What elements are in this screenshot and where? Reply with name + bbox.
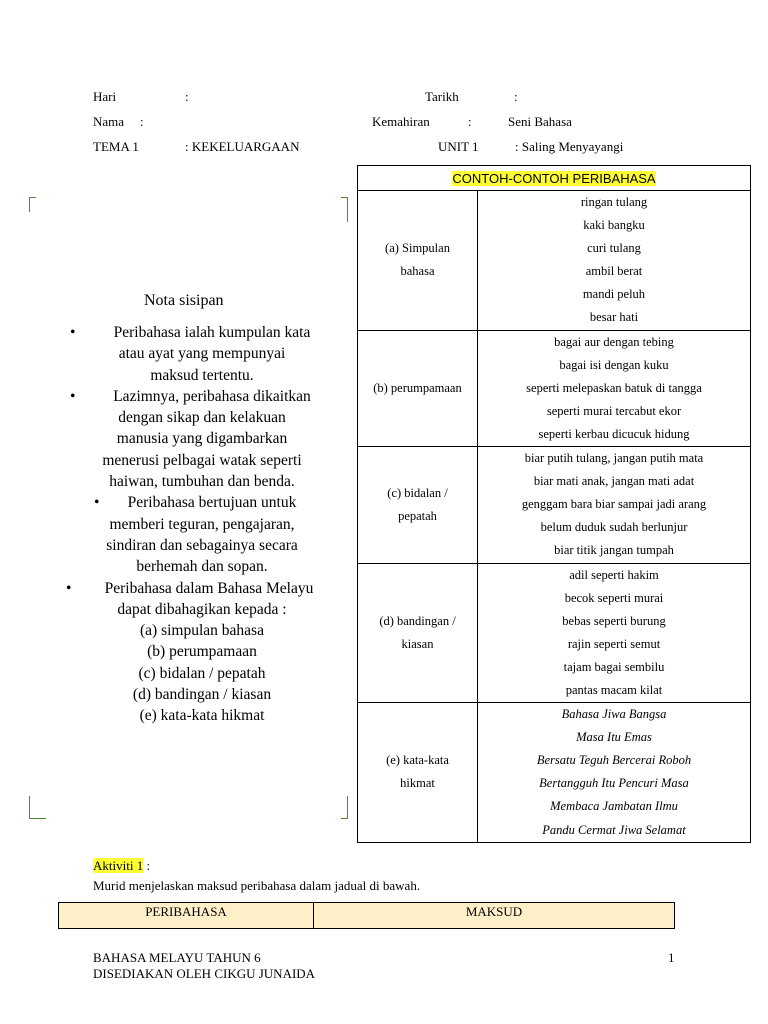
example-item: besar hati	[589, 310, 639, 325]
example-item: biar titik jangan tumpah	[554, 543, 674, 558]
hari-colon: :	[185, 89, 189, 104]
example-item: Pandu Cermat Jiwa Selamat	[542, 822, 686, 837]
category-cell	[358, 191, 478, 331]
category-cell	[358, 703, 478, 843]
page-number: 1	[668, 950, 675, 965]
nota-point-3	[66, 492, 338, 577]
activity-instruction: Murid menjelaskan maksud peribahasa dalam jadual di bawah.	[93, 878, 421, 893]
table-title-cell	[358, 166, 751, 191]
worksheet-table-header	[58, 902, 675, 929]
nota-line: berhemah dan sopan.	[136, 558, 268, 576]
tema-label: TEMA 1	[93, 139, 139, 154]
nama-colon: :	[140, 114, 144, 129]
frame-corner-top-right	[341, 197, 348, 222]
example-item: ambil berat	[585, 264, 643, 279]
category-cell	[358, 563, 478, 703]
nota-title: Nota sisipan	[144, 292, 224, 309]
maksud-column-header: MAKSUD	[465, 904, 523, 919]
example-item: kaki bangku	[583, 218, 645, 233]
tema-value: : KEKELUARGAAN	[185, 139, 300, 154]
category-label: (b) perumpamaan	[373, 380, 462, 395]
example-item: biar putih tulang, jangan putih mata	[524, 451, 704, 466]
example-item: becok seperti murai	[564, 590, 664, 605]
nama-label: Nama	[93, 114, 125, 129]
footer-subject: BAHASA MELAYU TAHUN 6	[93, 950, 261, 965]
unit-value: : Saling Menyayangi	[515, 139, 624, 154]
example-item: adil seperti hakim	[569, 567, 659, 582]
peribahasa-type: (a) simpulan bahasa	[140, 622, 264, 640]
examples-cell	[478, 563, 751, 703]
example-item: bagai aur dengan tebing	[554, 334, 674, 349]
kemahiran-label: Kemahiran	[372, 114, 430, 129]
nota-line: Lazimnya, peribahasa dikaitkan	[113, 387, 311, 405]
example-item: Bertangguh Itu Pencuri Masa	[539, 776, 689, 791]
nota-line: atau ayat yang mempunyai	[118, 345, 286, 363]
example-item: bebas seperti burung	[562, 613, 666, 628]
peribahasa-type: (b) perumpamaan	[147, 643, 257, 661]
nota-line: Peribahasa dalam Bahasa Melayu	[104, 579, 314, 597]
nota-list	[66, 322, 338, 727]
example-item: Masa Itu Emas	[576, 730, 652, 745]
category-label: (c) bidalan /	[387, 485, 448, 500]
examples-cell	[478, 447, 751, 563]
frame-corner-bottom-left	[29, 796, 46, 819]
examples-cell	[478, 191, 751, 331]
table-row	[358, 330, 751, 446]
example-item: seperti murai tercabut ekor	[546, 403, 682, 418]
example-item: genggam bara biar sampai jadi arang	[521, 497, 707, 512]
table-row	[358, 703, 751, 843]
example-item: Membaca Jambatan Ilmu	[550, 799, 678, 814]
example-item: ringan tulang	[580, 195, 648, 209]
frame-corner-bottom-right	[341, 796, 348, 819]
table-row	[358, 563, 751, 703]
unit-label: UNIT 1	[438, 139, 479, 154]
example-item: curi tulang	[587, 241, 641, 256]
kemahiran-colon: :	[468, 114, 472, 129]
category-label: pepatah	[398, 508, 437, 523]
bullet-icon: •	[94, 494, 100, 512]
nota-line: maksud tertentu.	[150, 366, 254, 384]
table-row	[358, 447, 751, 563]
hari-label: Hari	[93, 89, 117, 104]
nota-line: menerusi pelbagai watak seperti	[102, 451, 302, 469]
nota-line: Peribahasa ialah kumpulan kata	[113, 324, 311, 341]
category-label: (d) bandingan /	[379, 613, 456, 628]
bullet-icon: •	[70, 324, 76, 341]
example-item: tajam bagai sembilu	[563, 659, 665, 674]
example-item: mandi peluh	[582, 287, 646, 302]
nota-line: haiwan, tumbuhan dan benda.	[109, 473, 295, 491]
category-label: (e) kata-kata	[386, 753, 449, 768]
activity-colon: :	[146, 858, 151, 873]
bullet-icon: •	[66, 579, 72, 597]
table-row	[358, 191, 751, 331]
activity-label: Aktiviti 1	[93, 858, 144, 873]
category-cell	[358, 447, 478, 563]
category-label: hikmat	[400, 776, 435, 791]
nota-line: manusia yang digambarkan	[116, 430, 288, 448]
example-item: biar mati anak, jangan mati adat	[533, 474, 695, 489]
tarikh-label: Tarikh	[425, 89, 459, 104]
nota-point-2	[66, 386, 338, 492]
nota-line: dengan sikap dan kelakuan	[118, 409, 286, 427]
category-label: bahasa	[400, 264, 435, 279]
footer-author: DISEDIAKAN OLEH CIKGU JUNAIDA	[93, 966, 316, 981]
frame-corner-top-left	[29, 197, 36, 212]
peribahasa-type: (d) bandingan / kiasan	[132, 686, 272, 704]
example-item: Bahasa Jiwa Bangsa	[561, 707, 667, 722]
table-header-row	[358, 166, 751, 191]
nota-line: sindiran dan sebagainya secara	[106, 536, 298, 554]
examples-cell	[478, 703, 751, 843]
example-item: seperti melepaskan batuk di tangga	[526, 380, 702, 395]
nota-point-1	[66, 322, 338, 386]
nota-line: dapat dibahagikan kepada :	[117, 600, 287, 618]
nota-line: memberi teguran, pengajaran,	[109, 515, 295, 533]
example-item: bagai isi dengan kuku	[559, 357, 669, 372]
activity-heading	[93, 858, 150, 874]
peribahasa-type: (e) kata-kata hikmat	[139, 707, 265, 725]
category-cell	[358, 330, 478, 446]
example-item: Bersatu Teguh Bercerai Roboh	[536, 753, 692, 768]
bullet-icon: •	[70, 387, 76, 405]
peribahasa-column-header: PERIBAHASA	[59, 903, 314, 928]
nota-point-4	[66, 578, 338, 621]
example-item: rajin seperti semut	[567, 636, 661, 651]
kemahiran-value: Seni Bahasa	[508, 114, 572, 129]
table-title: CONTOH-CONTOH PERIBAHASA	[452, 170, 656, 186]
category-label: (a) Simpulan	[385, 241, 450, 256]
examples-cell	[478, 330, 751, 446]
category-label: kiasan	[401, 636, 434, 651]
example-item: belum duduk sudah berlunjur	[540, 520, 688, 535]
peribahasa-examples-table	[357, 165, 751, 843]
example-item: pantas macam kilat	[565, 682, 663, 697]
peribahasa-type: (c) bidalan / pepatah	[138, 664, 266, 682]
nota-line: Peribahasa bertujuan untuk	[127, 494, 297, 512]
tarikh-colon: :	[514, 89, 518, 104]
example-item: seperti kerbau dicucuk hidung	[538, 426, 690, 441]
